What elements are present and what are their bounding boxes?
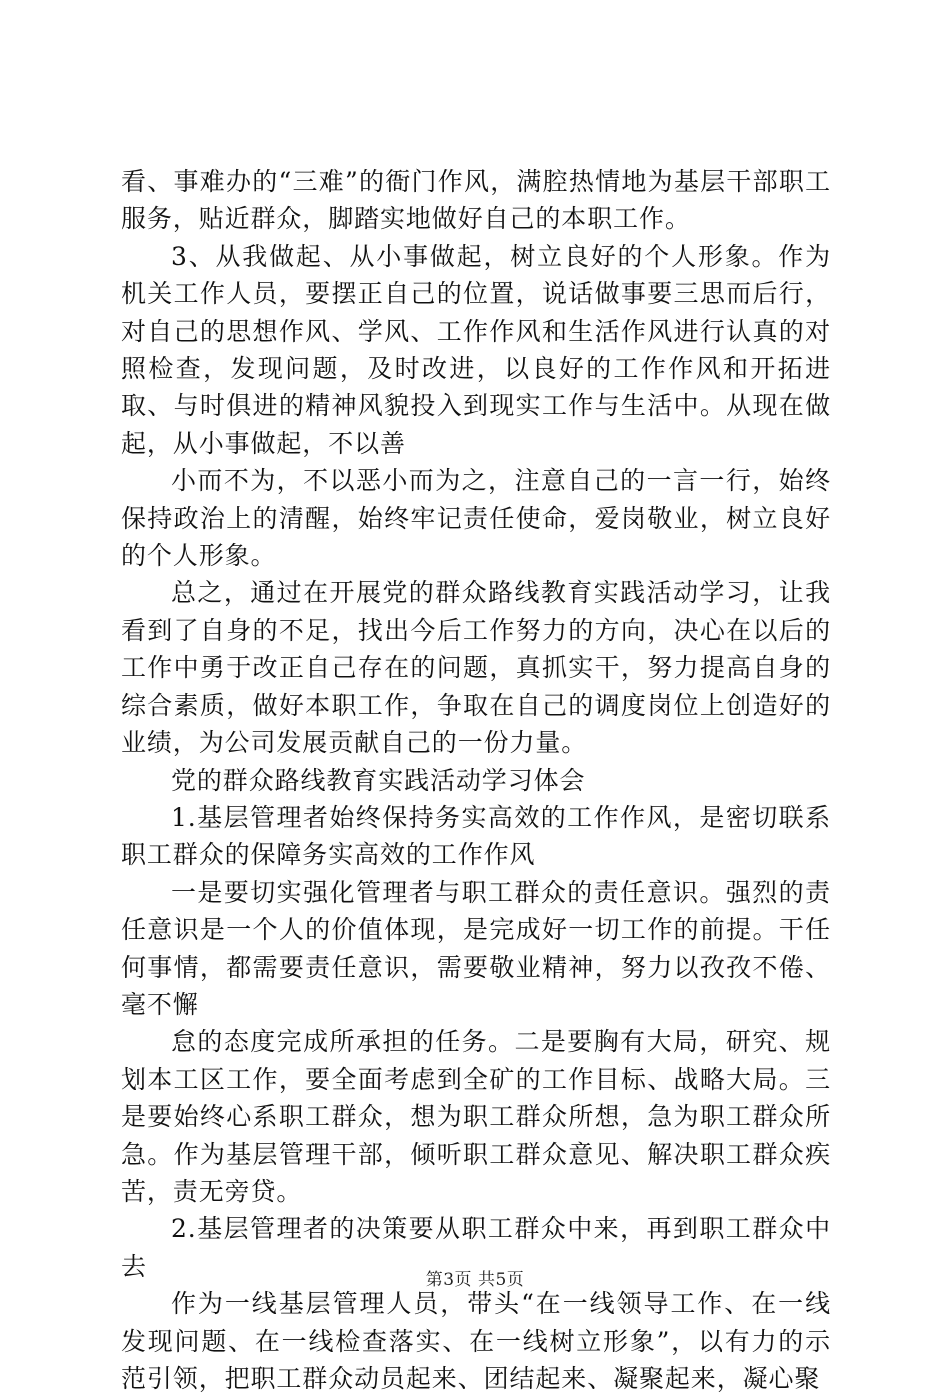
paragraph-2: 3、从我做起、从小事做起，树立良好的个人形象。作为机关工作人员，要摆正自己的位置，说话做事要三思而后行，对自己的思想作风、学风、工作作风和生活作风进行认真的对照检查，发现问题，及时改进，以良好的工作作风和开拓进取、与时俱进的精神风貌投入到现实工作与生活中。从现在做起，从小事做起，不以善	[121, 241, 831, 458]
heading-1: 1.基层管理者始终保持务实高效的工作作风，是密切联系职工群众的保障务实高效的工作作风	[121, 802, 831, 870]
heading-2: 2.基层管理者的决策要从职工群众中来，再到职工群众中去	[121, 1214, 831, 1281]
paragraph-7: 作为一线基层管理人员，带头“在一线领导工作、在一线发现问题、在一线检查落实、在一线树立形象”，以有力的示范引领，把职工群众动员起来、团结起来、凝聚起来，凝心聚	[121, 1289, 831, 1393]
paragraph-3: 小而不为，不以恶小而为之，注意自己的一言一行，始终保持政治上的清醒，始终牢记责任使命，爱岗敬业，树立良好的个人形象。	[121, 466, 831, 571]
document-body	[121, 163, 831, 1397]
paragraph-4: 总之，通过在开展党的群众路线教育实践活动学习，让我看到了自身的不足，找出今后工作努力的方向，决心在以后的工作中勇于改正自己存在的问题，真抓实干，努力提高自身的综合素质，做好本职工作，争取在自己的调度岗位上创造好的业绩，为公司发展贡献自己的一份力量。	[121, 578, 831, 758]
page-number: 第3页 共5页	[425, 1270, 525, 1290]
paragraph-6: 怠的态度完成所承担的任务。二是要胸有大局，研究、规划本工区工作，要全面考虑到全矿的工作目标、战略大局。三是要始终心系职工群众，想为职工群众所想，急为职工群众所急。作为基层管理干部，倾听职工群众意见、解决职工群众疾苦，责无旁贷。	[121, 1027, 831, 1206]
paragraph-5: 一是要切实强化管理者与职工群众的责任意识。强烈的责任意识是一个人的价值体现，是完成好一切工作的前提。干任何事情，都需要责任意识，需要敬业精神，努力以孜孜不倦、毫不懈	[121, 877, 831, 1019]
section-title: 党的群众路线教育实践活动学习体会	[171, 765, 586, 795]
paragraph-1: 看、事难办的“三难”的衙门作风，满腔热情地为基层干部职工服务，贴近群众，脚踏实地做好自己的本职工作。	[121, 167, 831, 234]
